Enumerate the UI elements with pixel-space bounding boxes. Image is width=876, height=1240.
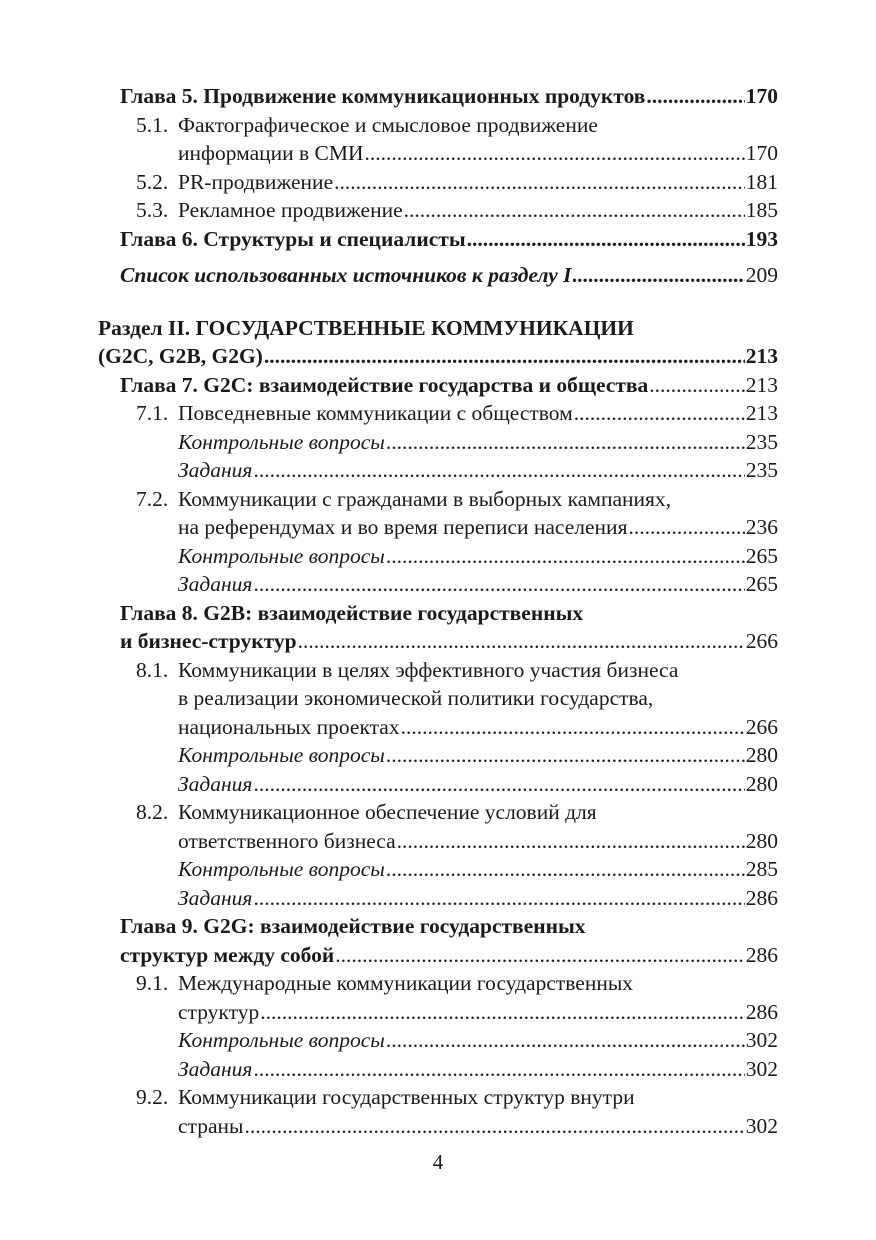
page-ref: 285 xyxy=(745,857,778,881)
toc-entry-tasks xyxy=(0,770,876,799)
toc-entry-7-2-cont xyxy=(0,513,876,542)
dot-leader xyxy=(260,998,745,1027)
page-ref: 181 xyxy=(745,169,778,194)
entry-title: Контрольные вопросы xyxy=(178,429,385,454)
dot-leader xyxy=(386,1026,745,1055)
dot-leader xyxy=(386,741,745,770)
section-number: 9.2. xyxy=(136,1085,169,1109)
toc-entry-8-2-cont xyxy=(0,827,876,856)
dot-leader xyxy=(365,139,745,168)
section-number: 7.2. xyxy=(136,486,169,511)
page-ref: 286 xyxy=(745,999,778,1024)
toc-entry-questions xyxy=(0,741,876,770)
page-ref: 193 xyxy=(745,226,778,251)
section-number: 5.2. xyxy=(136,169,169,194)
page-ref: 302 xyxy=(745,1028,778,1052)
dot-leader xyxy=(244,1112,744,1141)
toc-entry-8-1-cont xyxy=(0,713,876,742)
dot-leader xyxy=(253,570,744,599)
entry-title: информации в СМИ xyxy=(178,141,364,165)
dot-leader xyxy=(253,770,744,799)
entry-title: Коммуникации в целях эффективного участия бизнеса xyxy=(178,657,679,682)
entry-title: ответственного бизнеса xyxy=(178,828,396,853)
dot-leader xyxy=(573,261,745,290)
dot-leader xyxy=(386,855,745,884)
entry-title: Международные коммуникации государственных xyxy=(178,971,634,995)
page-ref: 185 xyxy=(745,198,778,222)
section-number: 8.2. xyxy=(136,800,169,824)
entry-title: Рекламное продвижение xyxy=(178,198,403,222)
dot-leader xyxy=(298,627,745,656)
page-ref: 265 xyxy=(745,543,778,568)
page-ref: 235 xyxy=(745,458,778,482)
toc-entry-9-2 xyxy=(0,1083,876,1112)
toc-entry-tasks xyxy=(0,570,876,599)
dot-leader xyxy=(401,713,745,742)
table-of-contents xyxy=(0,82,876,1140)
dot-leader xyxy=(386,428,745,457)
section-number: 5.3. xyxy=(136,198,169,222)
dot-leader xyxy=(397,827,745,856)
entry-title: Контрольные вопросы xyxy=(178,1028,385,1052)
page-ref: 265 xyxy=(745,572,778,596)
dot-leader xyxy=(253,456,744,485)
dot-leader xyxy=(264,342,745,371)
toc-entry-5-3 xyxy=(0,196,876,225)
entry-title: Список использованных источников к разделу I xyxy=(120,263,572,287)
page-ref: 280 xyxy=(745,828,778,853)
toc-entry-chapter-9-cont xyxy=(0,941,876,970)
entry-title: и бизнес-структур xyxy=(120,629,297,653)
toc-entry-chapter-6 xyxy=(0,225,876,254)
toc-entry-questions xyxy=(0,542,876,571)
entry-title: Контрольные вопросы xyxy=(178,743,385,767)
entry-title: PR-продвижение xyxy=(178,169,334,194)
dot-leader xyxy=(253,884,744,913)
page-ref: 209 xyxy=(745,263,778,287)
toc-entry-chapter-5 xyxy=(0,82,876,111)
section-number: 5.1. xyxy=(136,112,169,137)
dot-leader xyxy=(253,1055,744,1084)
page-ref: 280 xyxy=(745,771,778,796)
toc-entry-questions xyxy=(0,855,876,884)
entry-title: Задания xyxy=(178,1056,253,1081)
dot-leader xyxy=(467,225,745,254)
page-ref: 266 xyxy=(745,714,778,739)
dot-leader xyxy=(628,513,744,542)
page-ref: 236 xyxy=(745,515,778,539)
toc-entry-7-2 xyxy=(0,485,876,514)
entry-title: Контрольные вопросы xyxy=(178,857,385,881)
toc-entry-tasks xyxy=(0,884,876,913)
section-number: 8.1. xyxy=(136,657,169,682)
entry-title: Задания xyxy=(178,771,253,796)
toc-entry-chapter-8-cont xyxy=(0,627,876,656)
toc-entry-8-2 xyxy=(0,798,876,827)
entry-title: Задания xyxy=(178,458,253,482)
page-ref: 286 xyxy=(745,885,778,910)
toc-entry-5-1-cont xyxy=(0,139,876,168)
entry-title: Глава 8. G2B: взаимодействие государственных xyxy=(120,600,584,625)
toc-entry-5-1 xyxy=(0,111,876,140)
dot-leader xyxy=(334,168,745,197)
toc-entry-8-1-cont xyxy=(0,684,876,713)
toc-entry-9-1 xyxy=(0,969,876,998)
page-ref: 170 xyxy=(745,141,778,165)
entry-title: национальных проектах xyxy=(178,714,400,739)
page-ref: 213 xyxy=(745,344,778,368)
toc-entry-references xyxy=(0,261,876,290)
toc-entry-9-1-cont xyxy=(0,998,876,1027)
dot-leader xyxy=(646,82,744,111)
section-number: 7.1. xyxy=(136,401,169,425)
page-number: 4 xyxy=(432,1150,444,1174)
entry-title: структур xyxy=(178,999,260,1024)
entry-title: Раздел II. ГОСУДАРСТВЕННЫЕ КОММУНИКАЦИИ xyxy=(98,315,634,340)
page-ref: 213 xyxy=(745,372,778,397)
entry-title: Контрольные вопросы xyxy=(178,543,385,568)
dot-leader xyxy=(335,941,745,970)
entry-title: страны xyxy=(178,1113,244,1138)
entry-title: Коммуникационное обеспечение условий для xyxy=(178,800,597,824)
dot-leader xyxy=(574,399,745,428)
toc-entry-tasks xyxy=(0,1055,876,1084)
page-ref: 280 xyxy=(745,743,778,767)
dot-leader xyxy=(404,196,745,225)
dot-leader xyxy=(386,542,745,571)
page-ref: 170 xyxy=(745,84,778,108)
entry-title: Глава 7. G2C: взаимодействие государства и общества xyxy=(120,372,649,397)
toc-entry-questions xyxy=(0,1026,876,1055)
toc-entry-chapter-7 xyxy=(0,371,876,400)
page-ref: 235 xyxy=(745,429,778,454)
toc-entry-tasks xyxy=(0,456,876,485)
entry-title: Глава 9. G2G: взаимодействие государственных xyxy=(120,914,586,938)
toc-entry-7-1 xyxy=(0,399,876,428)
toc-entry-part-2-cont xyxy=(0,342,876,371)
page-ref: 213 xyxy=(745,401,778,425)
entry-title: Повседневные коммуникации с обществом xyxy=(178,401,573,425)
toc-entry-chapter-9 xyxy=(0,912,876,941)
entry-title: Фактографическое и смысловое продвижение xyxy=(178,112,598,137)
entry-title: Задания xyxy=(178,572,253,596)
page-ref: 266 xyxy=(745,629,778,653)
page-ref: 302 xyxy=(745,1113,778,1138)
entry-title: на референдумах и во время переписи населения xyxy=(178,515,628,539)
entry-title: Глава 5. Продвижение коммуникационных продуктов xyxy=(120,84,646,108)
entry-title: Коммуникации государственных структур внутри xyxy=(178,1085,635,1109)
entry-title: в реализации экономической политики государства, xyxy=(178,686,654,710)
toc-entry-part-2 xyxy=(0,314,876,343)
entry-title: Задания xyxy=(178,885,253,910)
toc-entry-5-2 xyxy=(0,168,876,197)
entry-title: структур между собой xyxy=(120,942,335,967)
toc-entry-questions xyxy=(0,428,876,457)
page-ref: 286 xyxy=(745,942,778,967)
entry-title: Глава 6. Структуры и специалисты xyxy=(120,226,466,251)
toc-entry-8-1 xyxy=(0,656,876,685)
entry-title: Коммуникации с гражданами в выборных кампаниях, xyxy=(178,486,672,511)
entry-title: (G2C, G2B, G2G) xyxy=(98,344,263,368)
toc-entry-9-2-cont xyxy=(0,1112,876,1141)
toc-entry-chapter-8 xyxy=(0,599,876,628)
section-number: 9.1. xyxy=(136,971,169,995)
dot-leader xyxy=(649,371,744,400)
page-ref: 302 xyxy=(745,1056,778,1081)
